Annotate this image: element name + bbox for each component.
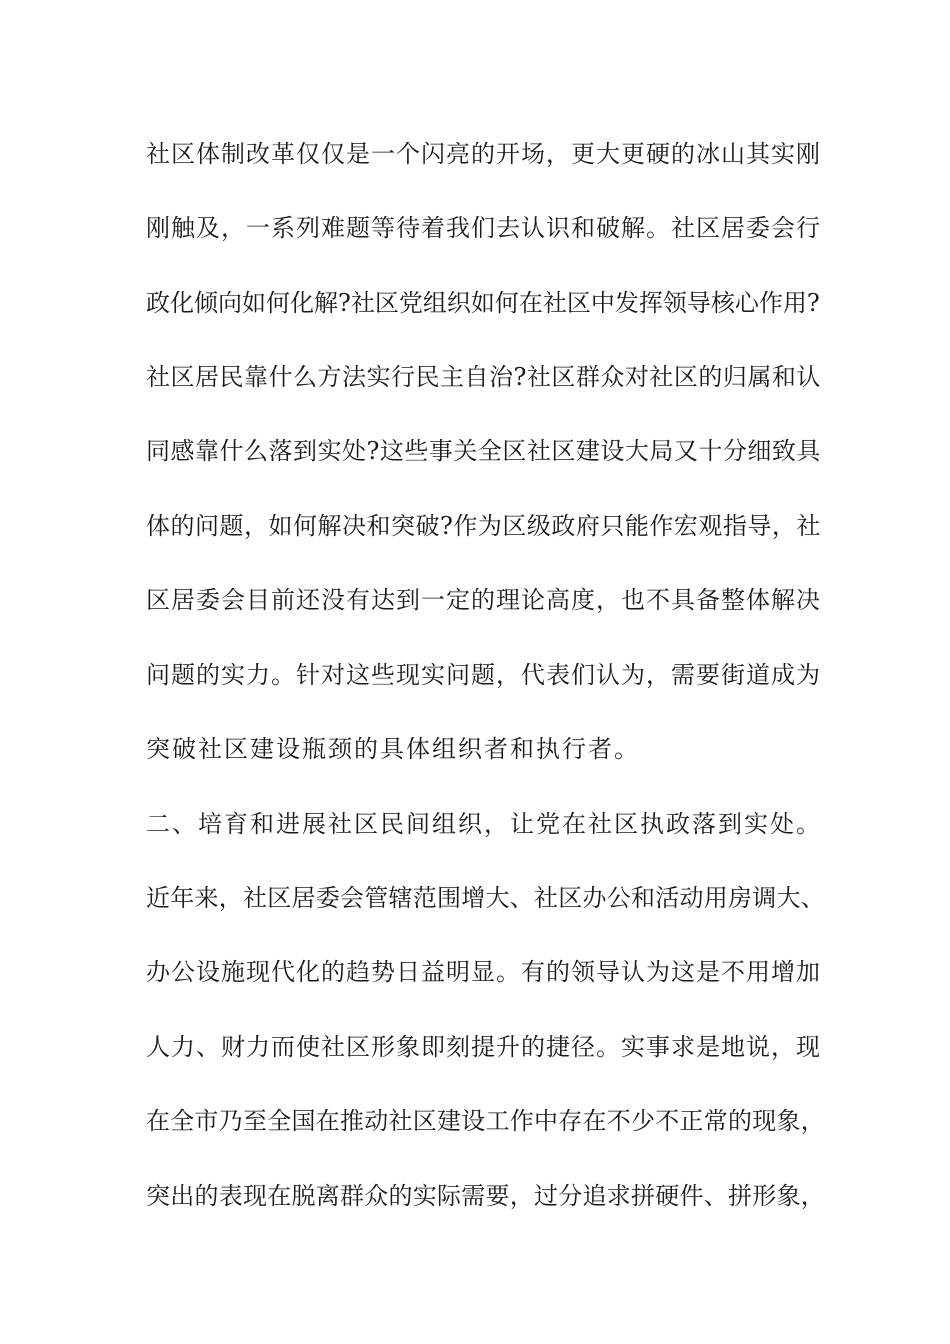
text-line: 同感靠什么落到实处?这些事关全区社区建设大局又十分细致具 — [146, 437, 821, 465]
text-line: 刚触及，一系列难题等待着我们去认识和破解。社区居委会行 — [146, 214, 821, 242]
text-line: 体的问题，如何解决和突破?作为区级政府只能作宏观指导，社 — [146, 512, 821, 540]
text-line: 突出的表现在脱离群众的实际需要，过分追求拼硬件、拼形象， — [146, 1182, 825, 1210]
section-heading: 二、培育和进展社区民间组织，让党在社区执政落到实处。 — [146, 810, 822, 838]
text-line: 问题的实力。针对这些现实问题，代表们认为，需要街道成为 — [146, 661, 821, 689]
text-line: 办公设施现代化的趋势日益明显。有的领导认为这是不用增加 — [146, 958, 821, 986]
text-line: 人力、财力而使社区形象即刻提升的捷径。实事求是地说，现 — [146, 1033, 821, 1061]
text-line: 政化倾向如何化解?社区党组织如何在社区中发挥领导核心作用? — [146, 289, 820, 317]
text-line: 突破社区建设瓶颈的具体组织者和执行者。 — [146, 735, 640, 763]
text-line: 社区居民靠什么方法实行民主自治?社区群众对社区的归属和认 — [146, 363, 821, 391]
text-line: 近年来，社区居委会管辖范围增大、社区办公和活动用房调大、 — [146, 884, 825, 912]
text-line: 区居委会目前还没有达到一定的理论高度，也不具备整体解决 — [146, 586, 821, 614]
text-line: 在全市乃至全国在推动社区建设工作中存在不少不正常的现象， — [146, 1107, 825, 1135]
text-line: 社区体制改革仅仅是一个闪亮的开场，更大更硬的冰山其实刚 — [146, 140, 821, 168]
